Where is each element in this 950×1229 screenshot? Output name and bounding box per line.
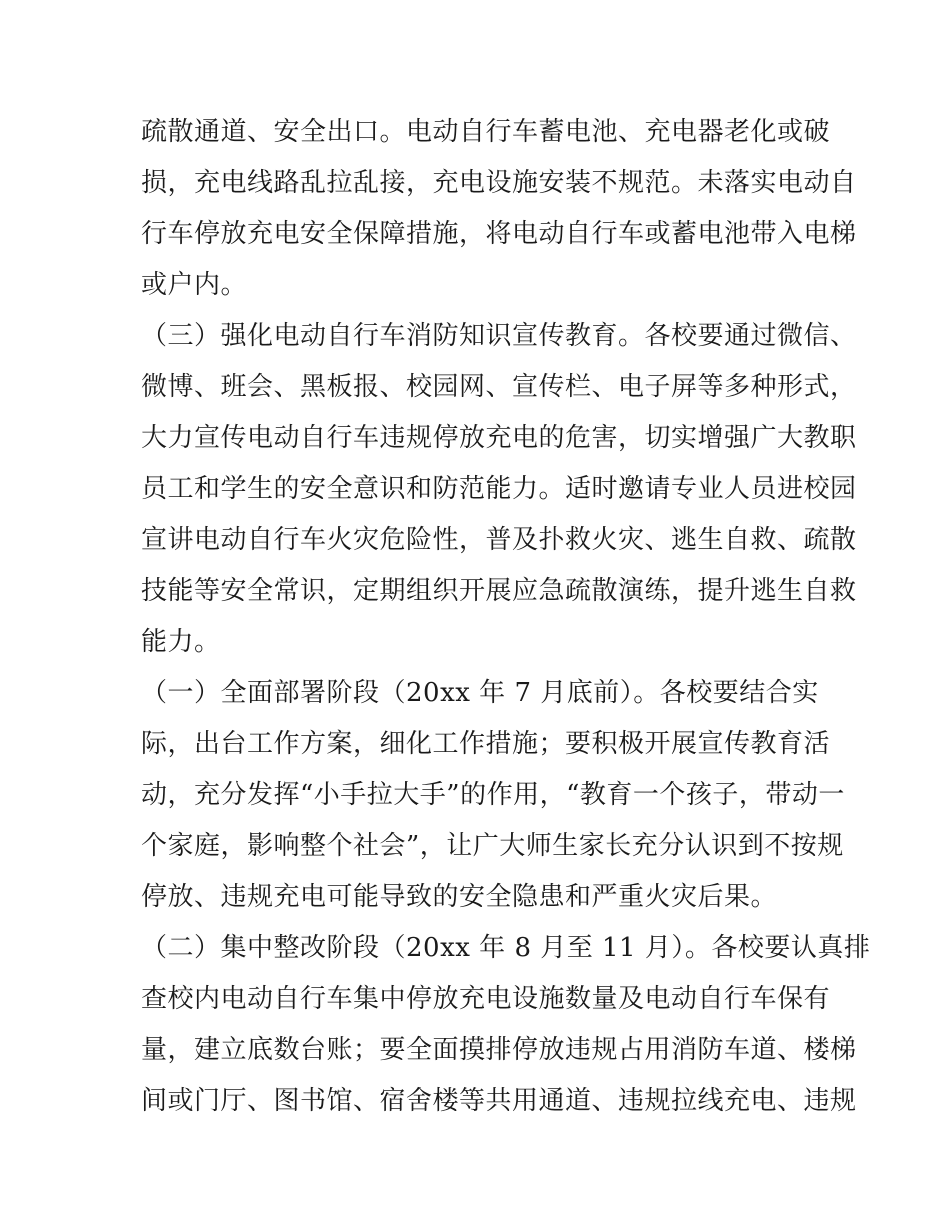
section-heading-line: （二）集中整改阶段（20xx 年 8 月至 11 月）。各校要认真排 <box>141 933 871 963</box>
text-line: 个家庭，影响整个社会”，让广大师生家长充分认识到不按规 <box>141 831 844 861</box>
text-line: 大力宣传电动自行车违规停放充电的危害，切实增强广大教职 <box>141 423 857 453</box>
section-heading-line: （三）强化电动自行车消防知识宣传教育。各校要通过微信、 <box>141 321 857 351</box>
text-line: 损，充电线路乱拉乱接，充电设施安装不规范。未落实电动自 <box>141 168 857 198</box>
text-line: 间或门厅、图书馆、宿舍楼等共用通道、违规拉线充电、违规 <box>141 1086 857 1116</box>
text-line: 量，建立底数台账；要全面摸排停放违规占用消防车道、楼梯 <box>141 1035 857 1065</box>
text-line: 停放、违规充电可能导致的安全隐患和严重火灾后果。 <box>141 882 778 912</box>
text-line: 能力。 <box>141 627 221 657</box>
text-line: 查校内电动自行车集中停放充电设施数量及电动自行车保有 <box>141 984 831 1014</box>
text-line: 疏散通道、安全出口。电动自行车蓄电池、充电器老化或破 <box>141 117 831 147</box>
text-line: 际，出台工作方案，细化工作措施；要积极开展宣传教育活 <box>141 729 831 759</box>
text-line: 微博、班会、黑板报、校园网、宣传栏、电子屏等多种形式， <box>141 372 857 402</box>
text-line: 宣讲电动自行车火灾危险性，普及扑救火灾、逃生自救、疏散 <box>141 525 857 555</box>
text-line: 技能等安全常识，定期组织开展应急疏散演练，提升逃生自救 <box>141 576 857 606</box>
text-line: 或户内。 <box>141 270 248 300</box>
text-line: 员工和学生的安全意识和防范能力。适时邀请专业人员进校园 <box>141 474 857 504</box>
body-text <box>141 107 871 1127</box>
section-heading-line: （一）全面部署阶段（20xx 年 7 月底前）。各校要结合实 <box>141 678 819 708</box>
text-line: 行车停放充电安全保障措施，将电动自行车或蓄电池带入电梯 <box>141 219 857 249</box>
text-line: 动，充分发挥“小手拉大手”的作用，“教育一个孩子，带动一 <box>141 780 845 810</box>
